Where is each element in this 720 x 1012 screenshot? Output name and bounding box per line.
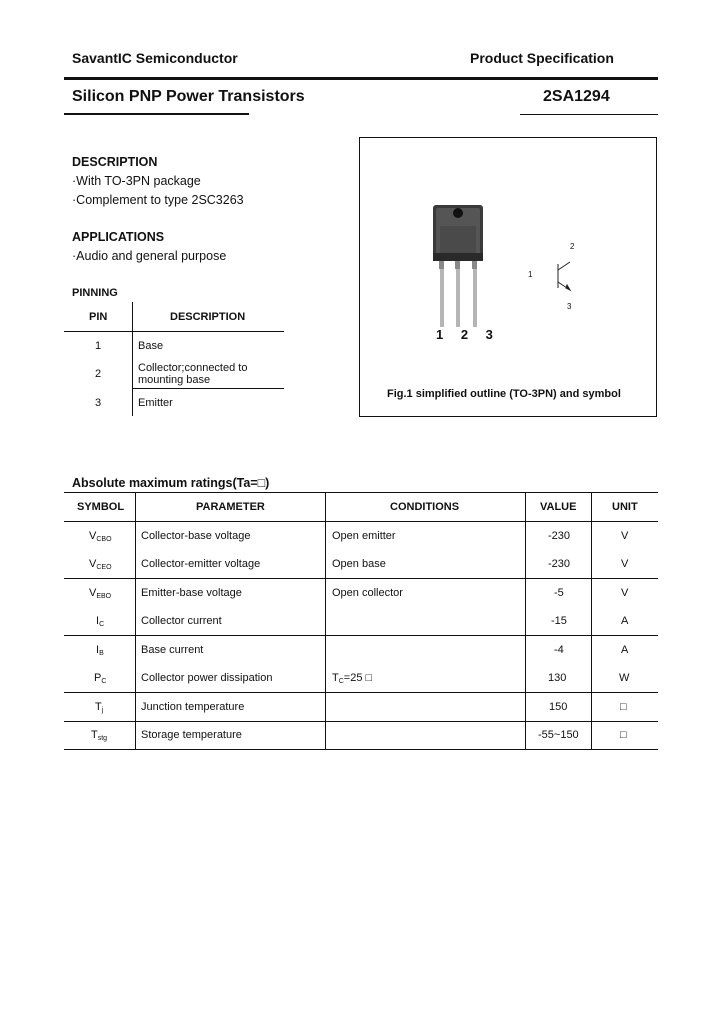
rating-parameter: Junction temperature xyxy=(141,701,245,713)
rating-unit: V xyxy=(621,587,629,599)
ratings-col-divider-4 xyxy=(591,492,592,750)
product-title: Silicon PNP Power Transistors xyxy=(72,88,305,105)
ratings-rule-1 xyxy=(64,578,658,579)
rating-unit: V xyxy=(621,558,629,570)
rating-value: -230 xyxy=(548,558,571,570)
rating-parameter: Base current xyxy=(141,644,204,656)
pinning-row-rule xyxy=(132,388,284,389)
package-outline-icon xyxy=(433,205,483,327)
symbol-label-collector: 2 xyxy=(570,242,575,251)
symbol-label-emitter: 3 xyxy=(567,302,572,311)
pin-2-description-cont: mounting base xyxy=(138,374,211,386)
ratings-col-divider-2 xyxy=(325,492,326,750)
ratings-header-symbol: SYMBOL xyxy=(77,501,125,513)
rating-condition: $T_C=25$ □ xyxy=(332,672,373,685)
pin-3-number: 3 xyxy=(95,397,102,409)
ratings-header-parameter: PARAMETER xyxy=(196,501,265,513)
rating-parameter: Collector power dissipation xyxy=(141,672,273,684)
header-rule xyxy=(64,77,658,80)
rating-symbol: $T_{stg}$ xyxy=(91,729,108,742)
transistor-outline-figure xyxy=(360,138,658,418)
ratings-rule-4 xyxy=(64,721,658,722)
rating-parameter: Collector-emitter voltage xyxy=(141,558,261,570)
rating-value: 150 xyxy=(549,701,568,713)
rating-value: -5 xyxy=(554,587,564,599)
rating-parameter: Emitter-base voltage xyxy=(141,587,242,599)
figure-caption: Fig.1 simplified outline (TO-3PN) and symbol xyxy=(387,388,621,400)
rating-condition: Open collector xyxy=(332,587,403,599)
rating-symbol: $V_{CBO}$ xyxy=(89,530,112,543)
pin-2-number: 2 xyxy=(95,368,102,380)
rating-unit: □ xyxy=(620,701,627,713)
pin-1-number: 1 xyxy=(95,340,102,352)
rating-value: -15 xyxy=(551,615,567,627)
ratings-col-divider-3 xyxy=(525,492,526,750)
rating-symbol: $I_C$ xyxy=(96,615,105,628)
rating-value: 130 xyxy=(548,672,567,684)
description-line-1: ·With TO-3PN package xyxy=(72,174,201,188)
applications-line-1: ·Audio and general purpose xyxy=(72,249,227,263)
rating-unit: □ xyxy=(620,729,627,741)
ratings-rule-top xyxy=(64,492,658,493)
pinning-col-pin: PIN xyxy=(89,311,108,323)
rating-parameter: Collector current xyxy=(141,615,222,627)
document-type: Product Specification xyxy=(470,50,614,66)
rating-condition: Open emitter xyxy=(332,530,396,542)
figure-box xyxy=(359,137,657,417)
pin-3-description: Emitter xyxy=(138,397,173,409)
title-underline-left xyxy=(64,113,249,115)
rating-unit: W xyxy=(619,672,630,684)
ratings-rule-header xyxy=(64,521,658,522)
rating-value: -230 xyxy=(548,530,571,542)
pinning-column-divider xyxy=(132,302,133,416)
ratings-title: Absolute maximum ratings(Ta=□) xyxy=(72,476,270,490)
symbol-label-base: 1 xyxy=(528,270,533,279)
company-name: SavantIC Semiconductor xyxy=(72,50,238,66)
ratings-col-divider-1 xyxy=(135,492,136,750)
rating-condition: Open base xyxy=(332,558,386,570)
rating-parameter: Storage temperature xyxy=(141,729,242,741)
rating-unit: A xyxy=(621,615,629,627)
pnp-transistor-symbol-icon xyxy=(558,262,570,290)
rating-symbol: $V_{EBO}$ xyxy=(89,587,112,600)
rating-symbol: $V_{CEO}$ xyxy=(89,558,112,571)
pin-2-description: Collector;connected to xyxy=(138,362,248,374)
pinning-col-description: DESCRIPTION xyxy=(170,311,246,323)
applications-heading: APPLICATIONS xyxy=(72,230,165,244)
description-heading: DESCRIPTION xyxy=(72,155,158,169)
ratings-rule-2 xyxy=(64,635,658,636)
pinning-heading: PINNING xyxy=(72,287,118,299)
ratings-rule-3 xyxy=(64,692,658,693)
pin-1-description: Base xyxy=(138,340,164,352)
rating-parameter: Collector-base voltage xyxy=(141,530,251,542)
rating-value: -55~150 xyxy=(538,729,579,741)
title-underline-right xyxy=(520,114,658,115)
part-number: 2SA1294 xyxy=(543,88,610,105)
rating-symbol: $P_C$ xyxy=(94,672,107,685)
rating-unit: A xyxy=(621,644,629,656)
pinning-table xyxy=(64,302,284,416)
ratings-header-value: VALUE xyxy=(540,501,577,513)
pinning-header-rule xyxy=(64,331,284,332)
rating-unit: V xyxy=(621,530,629,542)
figure-pin-numbers: 1 2 3 xyxy=(436,327,500,342)
description-line-2: ·Complement to type 2SC3263 xyxy=(72,193,244,207)
ratings-header-unit: UNIT xyxy=(612,501,638,513)
ratings-rule-bottom xyxy=(64,749,658,750)
rating-symbol: $I_B$ xyxy=(96,644,104,657)
rating-value: -4 xyxy=(554,644,564,656)
ratings-table xyxy=(64,492,658,750)
rating-symbol: $T_j$ xyxy=(95,701,104,714)
ratings-header-conditions: CONDITIONS xyxy=(390,501,460,513)
